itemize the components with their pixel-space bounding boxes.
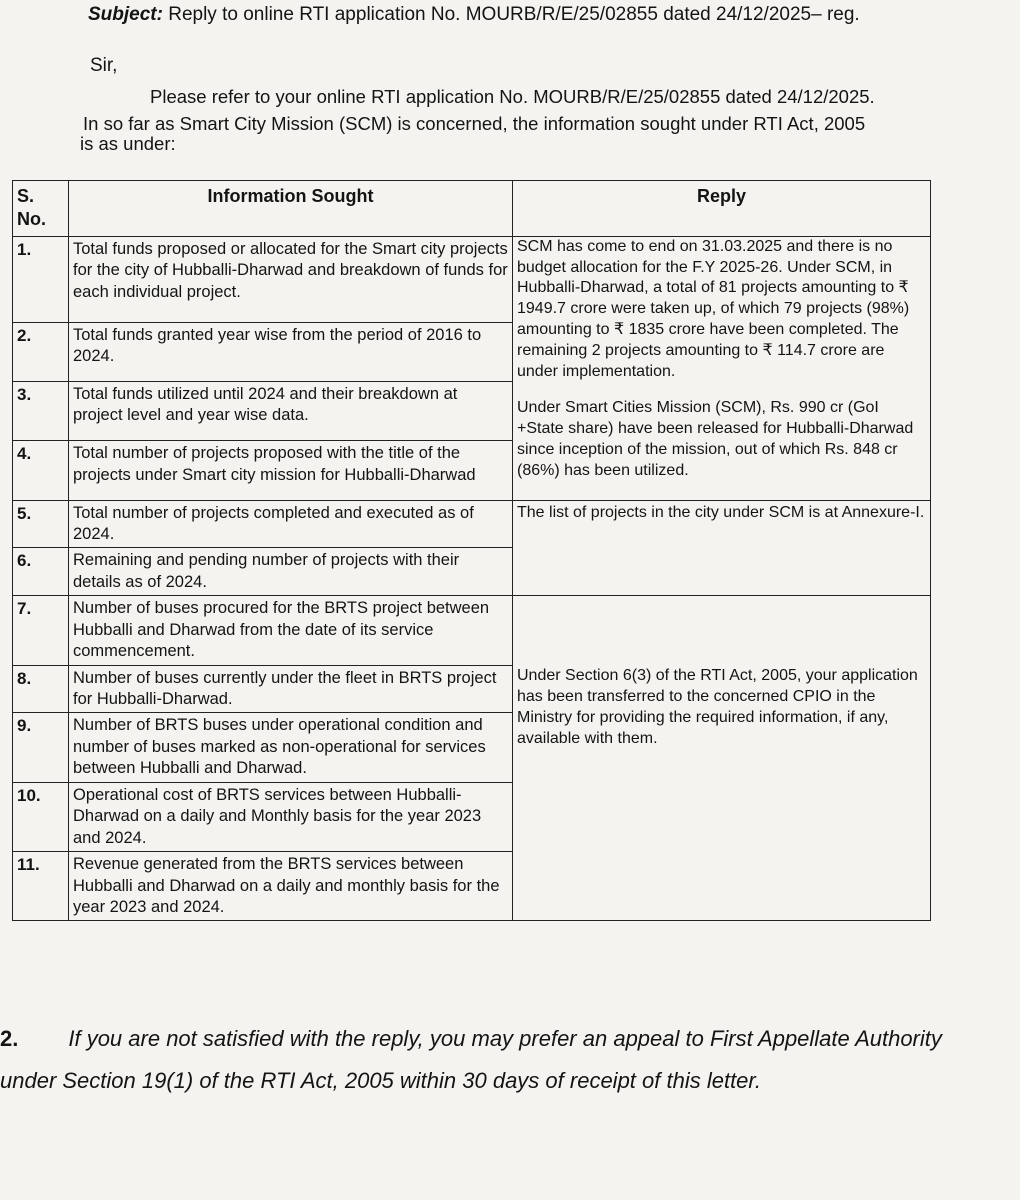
row-information: Remaining and pending number of projects with their details as of 2024. [69,548,513,596]
salutation: Sir, [90,55,118,76]
intro-line-1: Please refer to your online RTI application No. MOURB/R/E/25/02855 dated 24/12/2025. [150,86,875,107]
row-information: Number of BRTS buses under operational condition and number of buses marked as non-operational for services between Hubballi and Dharwad. [69,713,513,782]
information-table [12,180,931,921]
intro-line-2: In so far as Smart City Mission (SCM) is concerned, the information sought under RTI Act, 2005 [83,113,866,134]
paragraph-number: 2. [0,1026,19,1051]
table-header-row [13,181,931,237]
row-information: Revenue generated from the BRTS services between Hubballi and Dharwad on a daily and monthly basis for the year 2023 and 2024. [69,852,513,921]
appeal-line-1 [0,1026,942,1052]
row-sno: 11. [13,852,69,921]
subject-label: Subject: [88,4,163,25]
row-information: Operational cost of BRTS services between Hubballi-Dharwad on a daily and Monthly basis for the year 2023 and 2024. [69,782,513,851]
row-information: Total funds utilized until 2024 and their breakdown at project level and year wise data. [69,381,513,440]
reply-annexure: The list of projects in the city under SCM is at Annexure-I. [513,500,931,596]
row-information: Total funds proposed or allocated for the Smart city projects for the city of Hubballi-Dharwad and breakdown of funds for each individual project. [69,236,513,322]
appeal-line-2: under Section 19(1) of the RTI Act, 2005 within 30 days of receipt of this letter. [0,1068,762,1093]
row-information: Number of buses currently under the fleet in BRTS project for Hubballi-Dharwad. [69,665,513,713]
intro-line-3: is as under: [80,133,176,154]
row-information: Total number of projects proposed with the title of the projects under Smart city mission for Hubballi-Dharwad [69,441,513,500]
subject-line [88,4,860,26]
reply-scm-funds [513,236,931,500]
header-reply: Reply [513,181,931,237]
header-sno: S. No. [13,181,69,237]
reply-brts-transfer: Under Section 6(3) of the RTI Act, 2005, your application has been transferred to the concerned CPIO in the Ministry for providing the required information, if any, available with them. [513,596,931,921]
subject-text: Reply to online RTI application No. MOURB/R/E/25/02855 dated 24/12/2025– reg. [168,4,860,25]
row-information: Number of buses procured for the BRTS project between Hubballi and Dharwad from the date of its service commencement. [69,596,513,665]
row-information: Total funds granted year wise from the period of 2016 to 2024. [69,322,513,381]
row-sno: 3. [13,381,69,440]
table-row [13,596,931,665]
header-information-sought: Information Sought [69,181,513,237]
row-sno: 8. [13,665,69,713]
row-information: Total number of projects completed and executed as of 2024. [69,500,513,548]
row-sno: 7. [13,596,69,665]
row-sno: 4. [13,441,69,500]
row-sno: 6. [13,548,69,596]
reply-scm-release: Under Smart Cities Mission (SCM), Rs. 990 cr (GoI +State share) have been released for Hubballi-Dharwad since inception of the mission, out of which Rs. 848 cr (86%) has been utilized. [517,399,914,479]
appeal-text-1: If you are not satisfied with the reply, you may prefer an appeal to First Appellate Authority [68,1026,942,1051]
row-sno: 5. [13,500,69,548]
row-sno: 2. [13,322,69,381]
row-sno: 1. [13,236,69,322]
table-row [13,236,931,322]
row-sno: 9. [13,713,69,782]
table-row [13,500,931,548]
reply-scm-allocation: SCM has come to end on 31.03.2025 and there is no budget allocation for the F.Y 2025-26. Under SCM, in Hubballi-Dharwad, a total of 81 projects amounting to ₹ 1949.7 crore were taken up, of which 79 projects (98%) amounting to ₹ 1835 crore have been completed. The remaining 2 projects amounting to ₹ 114.7 crore are under implementation. [517,237,910,380]
row-sno: 10. [13,782,69,851]
